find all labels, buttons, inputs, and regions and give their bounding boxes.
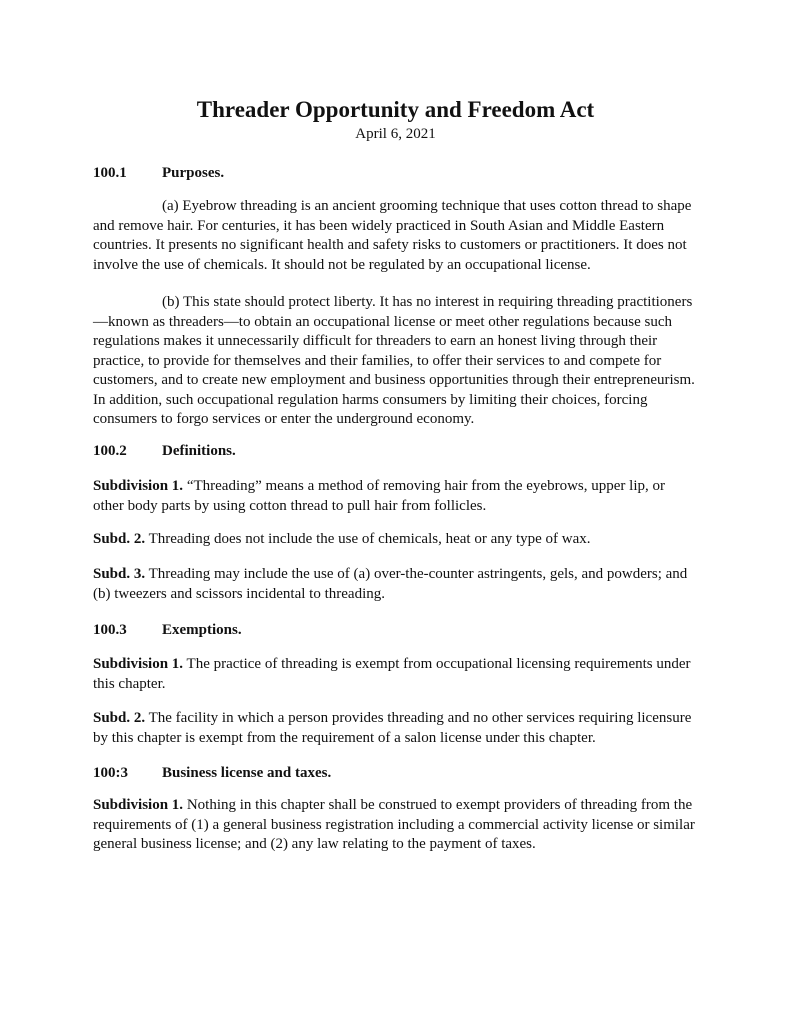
- section-title: Business license and taxes.: [162, 765, 332, 781]
- section-number: 100.1: [93, 165, 127, 181]
- subdivision-label: Subd. 2.: [93, 710, 146, 726]
- subdivision-label: Subd. 2.: [93, 531, 146, 547]
- section-number: 100.2: [93, 443, 127, 459]
- paragraph-text: The practice of threading is exempt from occupational licensing requirements under this chapter.: [93, 656, 691, 692]
- purposes-paragraph-b: [93, 293, 699, 430]
- paragraph-text: (b) This state should protect liberty. It has no interest in requiring threading practitioners—known as threaders—to obtain an occupational license or meet other regulations because such regulations makes it unnecessarily difficult for threaders to earn an honest living through their practice, to provide for themselves and their families, to offer their services to and compete for customers, and to create new employment and business opportunities through their entrepreneurism. In addition, such occupational regulation harms consumers by limiting their choices, forcing consumers to forgo services or enter the underground economy.: [93, 294, 695, 427]
- section-heading-definitions: [93, 441, 236, 461]
- document-title: Threader Opportunity and Freedom Act: [196, 97, 595, 122]
- definitions-subdivision-2: [93, 530, 699, 550]
- paragraph-text: The facility in which a person provides threading and no other services requiring licensure by this chapter is exempt from the requirement of a salon license under this chapter.: [93, 710, 692, 746]
- subdivision-label: Subd. 3.: [93, 566, 146, 582]
- purposes-paragraph-a: [93, 197, 699, 275]
- subdivision-label: Subdivision 1.: [93, 797, 184, 813]
- document-date: April 6, 2021: [355, 126, 436, 142]
- paragraph-text: Threading may include the use of (a) over-the-counter astringents, gels, and powders; and (b) tweezers and scissors incidental to threading.: [93, 566, 688, 602]
- paragraph-text: Nothing in this chapter shall be construed to exempt providers of threading from the requirements of (1) a general business registration including a commercial activity license or similar general business license; and (2) any law relating to the payment of taxes.: [93, 797, 695, 852]
- exemptions-subdivision-1: [93, 655, 699, 694]
- paragraph-text: (a) Eyebrow threading is an ancient grooming technique that uses cotton thread to shape and remove hair. For centuries, it has been widely practiced in South Asian and Middle Eastern countries. It presents no significant health and safety risks to customers or practitioners. It does not involve the use of chemicals. It should not be regulated by an occupational license.: [93, 198, 692, 273]
- paragraph-text: Threading does not include the use of chemicals, heat or any type of wax.: [148, 531, 591, 547]
- subdivision-label: Subdivision 1.: [93, 478, 184, 494]
- definitions-subdivision-3: [93, 565, 699, 604]
- section-title: Purposes.: [162, 165, 225, 181]
- section-title: Exemptions.: [162, 622, 242, 638]
- section-heading-business-license: [93, 763, 331, 783]
- exemptions-subdivision-2: [93, 709, 699, 748]
- subdivision-label: Subdivision 1.: [93, 656, 184, 672]
- paragraph-text: “Threading” means a method of removing hair from the eyebrows, upper lip, or other body parts by using cotton thread to pull hair from follicles.: [93, 478, 665, 514]
- definitions-subdivision-1: [93, 477, 699, 516]
- business-license-subdivision-1: [93, 796, 699, 855]
- section-title: Definitions.: [162, 443, 236, 459]
- section-heading-purposes: [93, 163, 224, 183]
- section-heading-exemptions: [93, 620, 242, 640]
- section-number: 100.3: [93, 622, 127, 638]
- section-number: 100:3: [93, 765, 128, 781]
